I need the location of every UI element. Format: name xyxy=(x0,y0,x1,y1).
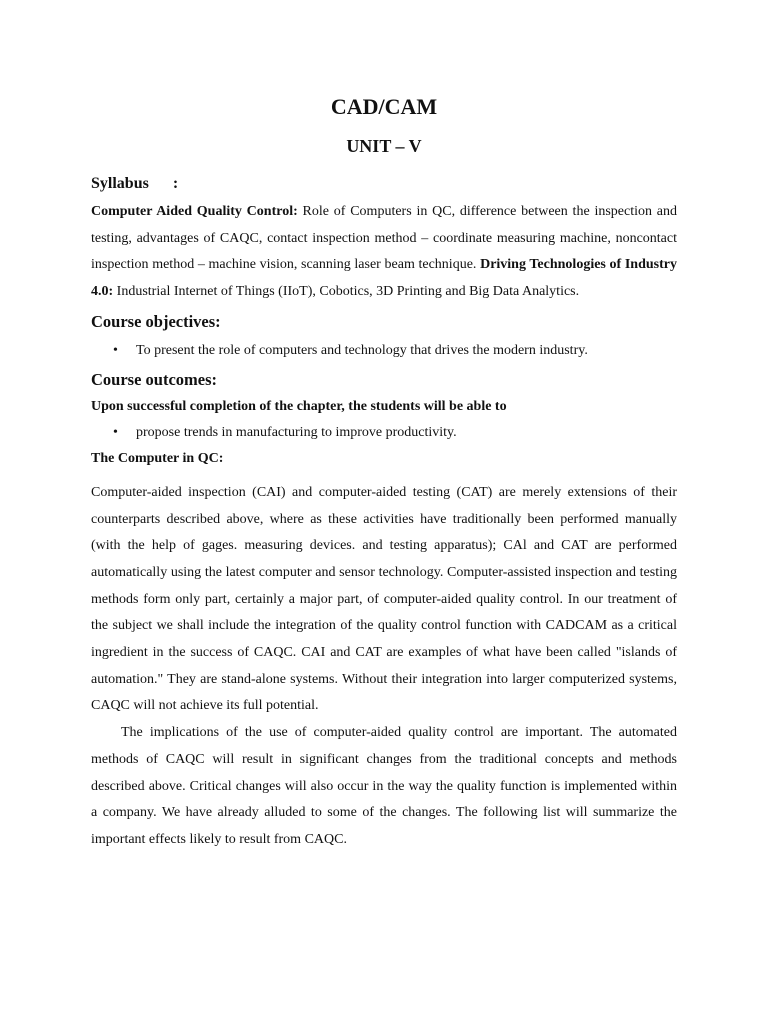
course-objectives-heading: Course objectives: xyxy=(91,311,221,331)
syllabus-heading: Syllabus : xyxy=(91,175,179,192)
syllabus-topic-caqc: Computer Aided Quality Control: xyxy=(91,204,298,219)
list-item xyxy=(91,338,677,364)
bullet-icon: • xyxy=(113,424,118,440)
body-paragraph-2: The implications of the use of computer-aided quality control are important. The automated methods of CAQC will result in significant changes from the traditional concepts and methods described above. Critical changes will also occur in the way the quality function is implemented within a company. We have already alluded to some of the changes. The following list will summarize the important effects likely to result from CAQC. xyxy=(91,725,677,847)
document-title: CAD/CAM xyxy=(330,94,438,119)
syllabus-caqc-text: Role of Computers in QC, difference between the inspection and testing, advantages of CAQC, contact inspection method – coordinate measuring machine, noncontact inspection method – machine vision, scanning laser beam technique. xyxy=(91,204,677,273)
bullet-icon: • xyxy=(113,342,118,358)
course-outcomes-heading: Course outcomes: xyxy=(91,369,218,389)
syllabus-paragraph xyxy=(91,199,677,306)
course-objectives-list xyxy=(91,338,677,364)
syllabus-industry40-text: Industrial Internet of Things (IIoT), Cobotics, 3D Printing and Big Data Analytics. xyxy=(113,284,580,300)
course-outcomes-list xyxy=(91,420,677,446)
unit-heading: UNIT – V xyxy=(346,136,422,156)
outcome-text: propose trends in manufacturing to improve productivity. xyxy=(136,424,457,440)
objective-text: To present the role of computers and technology that drives the modern industry. xyxy=(136,342,588,358)
body-paragraph-1: Computer-aided inspection (CAI) and computer-aided testing (CAT) are merely extensions of their counterparts described above, where as these activities have traditionally been performed manually (with the help of gages. measuring devices. and testing apparatus); CAl and CAT are performed automatically using the latest computer and sensor technology. Computer-assisted inspection and testing methods form only part, certainly a major part, of computer-aided quality control. In our treatment of the subject we shall include the integration of the quality control function with CADCAM as a critical ingredient in the success of CAQC. CAI and CAT are examples of what have been called "islands of automation." They are stand-alone systems. Without their integration into larger computerized systems, CAQC will not achieve its full potential. xyxy=(91,484,677,714)
computer-in-qc-heading: The Computer in QC: xyxy=(91,450,224,466)
document-page xyxy=(91,92,677,854)
course-outcomes-lead: Upon successful completion of the chapter, the students will be able to xyxy=(91,398,507,414)
list-item xyxy=(91,420,677,446)
syllabus-topic-industry40: Driving Technologies of Industry 4.0: xyxy=(91,257,677,300)
